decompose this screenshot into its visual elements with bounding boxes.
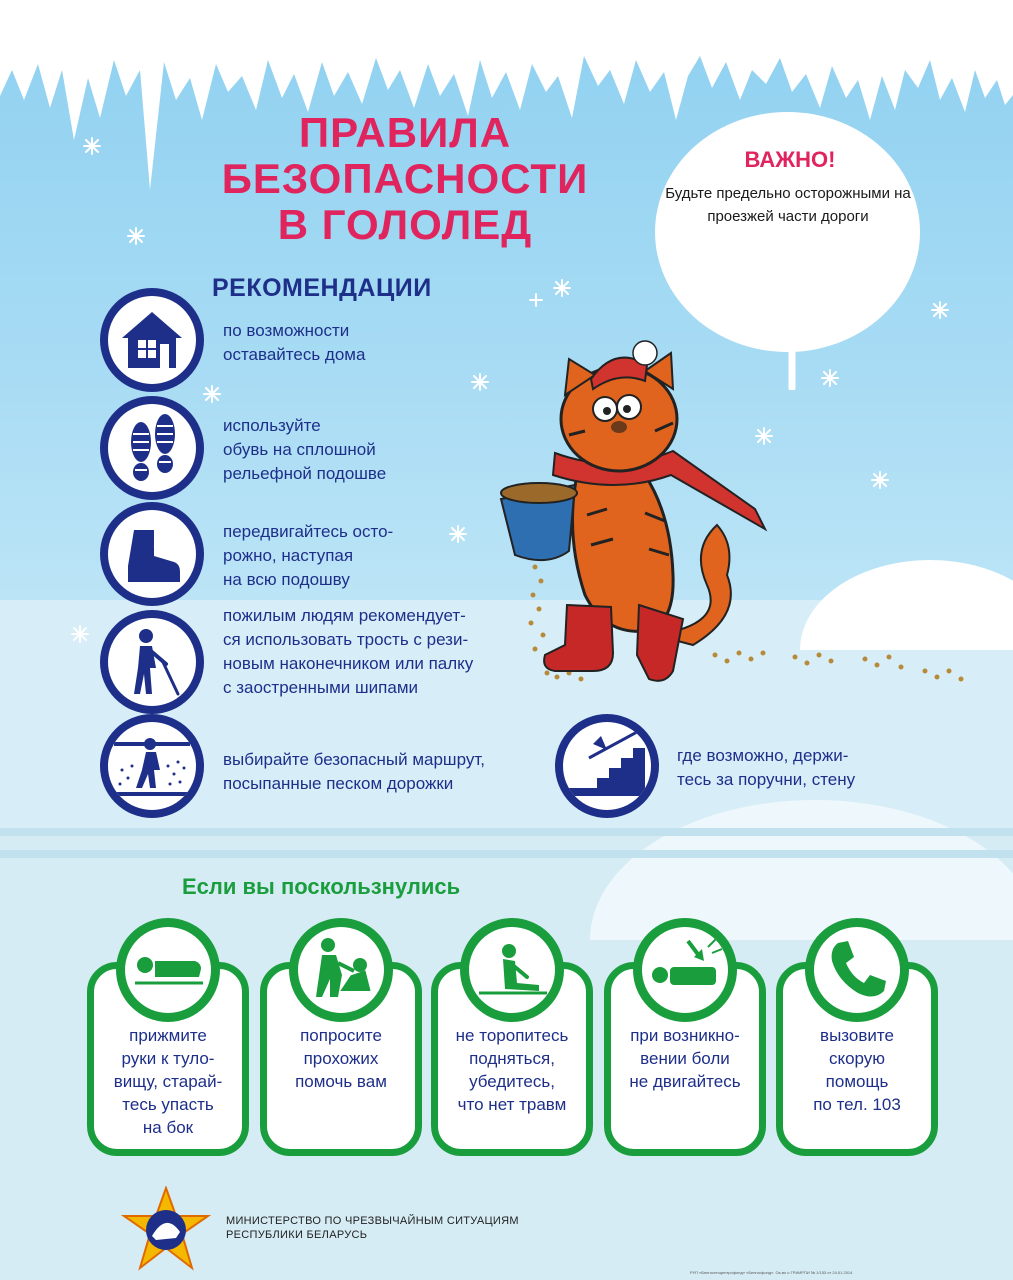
recommendation-text: где возможно, держи- тесь за поручни, стену (677, 746, 856, 789)
recommendation-text: пожилым людям рекомендует- ся использовать трость с рези- новым наконечником или палку с заостренными шипами (223, 606, 474, 697)
sitting-person-icon (469, 927, 555, 1013)
recommendation-badge (555, 714, 659, 818)
person-with-cane-icon (108, 618, 196, 706)
lying-person-icon (125, 927, 211, 1013)
person-walking-sanded-path-icon (108, 722, 196, 810)
injured-person-icon (642, 927, 728, 1013)
recommendation-text: передвигайтесь осто- рожно, наступая на всю подошву (223, 522, 394, 589)
phone-icon (814, 927, 900, 1013)
recommendation-item (100, 714, 620, 814)
house-icon (108, 296, 196, 384)
imprint-text: РУП «Белгосгеоцентрофонд» «Белгосфонд». Св-во о ГРИИРПИ № 1/153 от 24.01.2014 (690, 1270, 853, 1275)
title-line-3: В ГОЛОЛЕД (277, 201, 533, 248)
slip-text: не торопитесь подняться, убедитесь, что нет травм (455, 1026, 569, 1114)
boot-icon (108, 510, 196, 598)
slip-badge (116, 918, 220, 1022)
recommendation-text: выбирайте безопасный маршрут, посыпанные песком дорожки (223, 750, 485, 793)
recommendation-badge (100, 502, 204, 606)
slip-badge (633, 918, 737, 1022)
slip-badge (460, 918, 564, 1022)
important-text: Будьте предельно осторожными на проезжей части дороги (665, 185, 911, 225)
cat-illustration (495, 335, 985, 695)
recommendation-text: по возможности оставайтесь дома (223, 321, 366, 364)
ministry-name: МИНИСТЕРСТВО ПО ЧРЕЗВЫЧАЙНЫМ СИТУАЦИЯМ РЕСПУБЛИКИ БЕЛАРУСЬ (226, 1215, 519, 1241)
slip-text: при возникно- вении боли не двигайтесь (629, 1026, 741, 1091)
slip-badge (289, 918, 393, 1022)
stairs-handrail-icon (563, 722, 651, 810)
recommendation-text: используйте обувь на сплошной рельефной подошве (223, 416, 387, 483)
slip-text: попросите прохожих помочь вам (295, 1026, 387, 1091)
recommendation-badge (100, 610, 204, 714)
ministry-emblem (120, 1186, 212, 1274)
recommendation-badge (100, 714, 204, 818)
important-title: ВАЖНО! (744, 147, 836, 172)
recommendation-badge (100, 288, 204, 392)
slip-heading: Если вы поскользнулись (182, 874, 461, 899)
recommendation-badge (100, 396, 204, 500)
recommendations-heading: РЕКОМЕНДАЦИИ (212, 274, 432, 302)
poster-title (160, 110, 650, 248)
slip-text: вызовите скорую помощь по тел. 103 (813, 1026, 901, 1114)
title-line-2: БЕЗОПАСНОСТИ (221, 155, 589, 202)
slip-badge (805, 918, 909, 1022)
shoe-soles-icon (108, 404, 196, 492)
slip-text: прижмите руки к туло- вищу, старай- тесь упасть на бок (113, 1026, 223, 1137)
helping-person-icon (298, 927, 384, 1013)
title-line-1: ПРАВИЛА (298, 109, 512, 156)
